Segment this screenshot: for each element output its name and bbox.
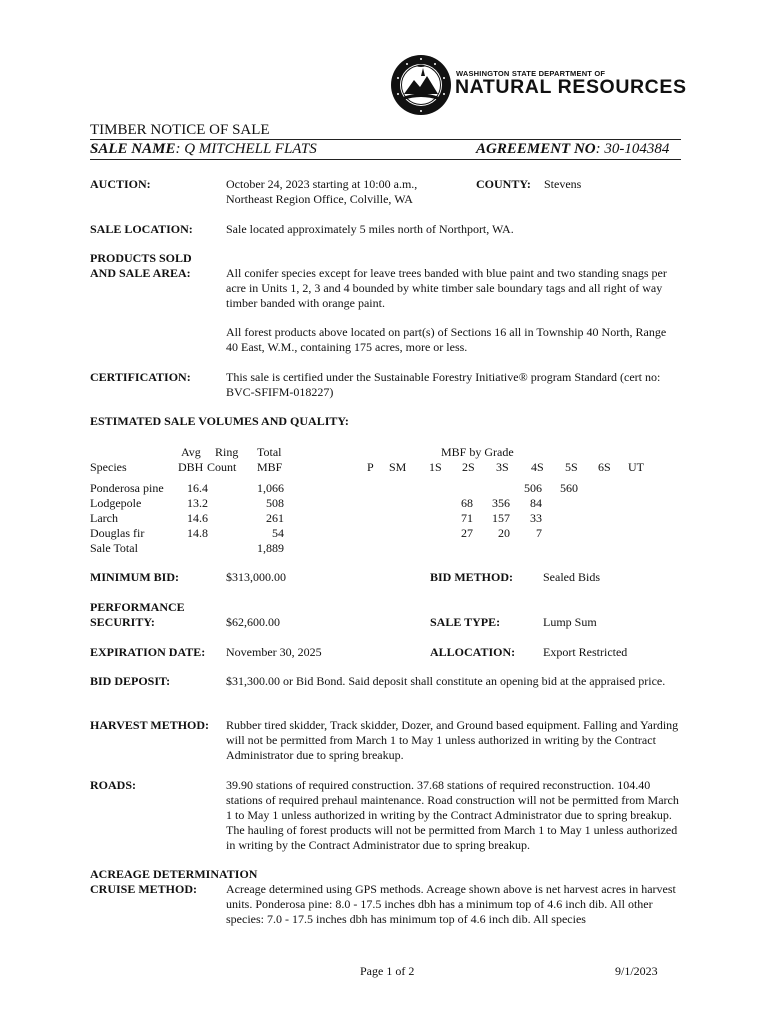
agreement-value: 30-104384 xyxy=(604,141,670,157)
expiration-value: November 30, 2025 xyxy=(226,645,322,659)
row-total: 1,889 xyxy=(257,541,284,555)
sale-location-value: Sale located approximately 5 miles north of Northport, WA. xyxy=(226,222,514,236)
allocation-value: Export Restricted xyxy=(543,645,628,659)
row-4s: 84 xyxy=(530,496,542,510)
row-4s: 7 xyxy=(536,526,542,540)
grade-4s: 4S xyxy=(531,460,544,474)
row-4s: 506 xyxy=(524,481,542,495)
agreement-number: AGREEMENT NO: 30-104384 xyxy=(476,141,670,157)
dnr-seal-logo xyxy=(390,54,452,116)
performance-value: $62,600.00 xyxy=(226,615,280,629)
row-total: 1,066 xyxy=(257,481,284,495)
row-2s: 68 xyxy=(461,496,473,510)
row-species: Larch xyxy=(90,511,118,525)
agency-line: WASHINGTON STATE DEPARTMENT OF xyxy=(456,69,606,78)
col-total: Total xyxy=(257,445,282,459)
allocation-label: ALLOCATION: xyxy=(430,645,516,659)
row-total: 508 xyxy=(266,496,284,510)
products-para1: All conifer species except for leave trees banded with blue paint and two standing snags per acre in Units 1, 2, 3 and 4 bounded by white timber sale boundary tags and all right of way timber banded with orange paint. xyxy=(226,266,667,310)
volumes-heading: ESTIMATED SALE VOLUMES AND QUALITY: xyxy=(90,414,349,428)
col-dbh: DBH xyxy=(178,460,204,474)
harvest-method-value: Rubber tired skidder, Track skidder, Dozer, and Ground based equipment. Falling and Yarding will not be permitted from March 1 to May 1 unless authorized in writing by the Contract Administrator due to spring breakup. xyxy=(226,718,679,762)
col-count: Count xyxy=(207,460,237,474)
row-2s: 27 xyxy=(461,526,473,540)
row-3s: 157 xyxy=(492,511,510,525)
header-rule-top xyxy=(90,139,681,140)
county-label: COUNTY: xyxy=(476,177,531,191)
row-dbh: 14.8 xyxy=(187,526,208,540)
auction-label: AUCTION: xyxy=(90,177,151,191)
row-4s: 33 xyxy=(530,511,542,525)
col-ring: Ring xyxy=(215,445,239,459)
footer-date: 9/1/2023 xyxy=(615,964,658,978)
row-3s: 356 xyxy=(492,496,510,510)
minimum-bid-value: $313,000.00 xyxy=(226,570,286,584)
header-rule-bottom xyxy=(90,159,681,160)
acreage-value: Acreage determined using GPS methods. Acreage shown above is net harvest acres in harvest units. Ponderosa pine: 8.0 - 17.5 inches dbh has a minimum top of 4.6 inch dib. All other species: 7.0 - 17.5 inches dbh has minimum top of 4.6 inch dib. All species xyxy=(226,882,676,926)
row-dbh: 14.6 xyxy=(187,511,208,525)
row-3s: 20 xyxy=(498,526,510,540)
volumes-table xyxy=(0,481,770,556)
row-total: 54 xyxy=(272,526,284,540)
grade-2s: 2S xyxy=(462,460,475,474)
roads-value: 39.90 stations of required construction. 37.68 stations of required reconstruction. 104.40 stations of required prehaul maintenance. Road construction will not be permitted from March 1 to May 1 unless authorized in writing by the Contract Administrator due to spring breakup. The hauling of forest products will not be permitted from March 1 to May 1 unless authorized in writing by the Contract Administrator due to spring breakup. xyxy=(226,778,679,852)
auction-line2: Northeast Region Office, Colville, WA xyxy=(226,192,413,206)
row-species: Sale Total xyxy=(90,541,138,555)
grade-3s: 3S xyxy=(496,460,509,474)
bid-deposit-label: BID DEPOSIT: xyxy=(90,674,171,688)
bid-method-label: BID METHOD: xyxy=(430,570,514,584)
grade-5s: 5S xyxy=(565,460,578,474)
sale-name-value: Q MITCHELL FLATS xyxy=(184,141,317,157)
bid-method-value: Sealed Bids xyxy=(543,570,600,584)
performance-label-line2: SECURITY: xyxy=(90,615,155,629)
grade-heading: MBF by Grade xyxy=(441,445,514,459)
performance-label-line1: PERFORMANCE xyxy=(90,600,185,614)
expiration-label: EXPIRATION DATE: xyxy=(90,645,206,659)
row-total: 261 xyxy=(266,511,284,525)
grade-6s: 6S xyxy=(598,460,611,474)
bid-deposit-value: $31,300.00 or Bid Bond. Said deposit shall constitute an opening bid at the appraised price. xyxy=(226,674,666,688)
acreage-label-line1: ACREAGE DETERMINATION xyxy=(90,867,258,881)
grade-ut: UT xyxy=(628,460,644,474)
roads-label: ROADS: xyxy=(90,778,137,792)
products-para2: All forest products above located on part(s) of Sections 16 all in Township 40 North, Range 40 East, W.M., containing 175 acres, more or less. xyxy=(226,325,667,354)
agreement-label: AGREEMENT NO xyxy=(476,141,596,157)
row-2s: 71 xyxy=(461,511,473,525)
certification-label: CERTIFICATION: xyxy=(90,370,191,384)
col-avg: Avg xyxy=(181,445,201,459)
grade-p: P xyxy=(367,460,374,474)
notice-title: TIMBER NOTICE OF SALE xyxy=(90,122,270,138)
sale-name-label: SALE NAME xyxy=(90,141,176,157)
row-dbh: 16.4 xyxy=(187,481,208,495)
row-dbh: 13.2 xyxy=(187,496,208,510)
grade-sm: SM xyxy=(389,460,407,474)
certification-value: This sale is certified under the Sustainable Forestry Initiative® program Standard (cert no: BVC-SFIFM-018227) xyxy=(226,370,661,399)
row-species: Lodgepole xyxy=(90,496,142,510)
products-label-line1: PRODUCTS SOLD xyxy=(90,251,192,265)
agency-name: NATURAL RESOURCES xyxy=(455,76,687,98)
col-mbf: MBF xyxy=(257,460,283,474)
products-label-line2: AND SALE AREA: xyxy=(90,266,191,280)
page-number: Page 1 of 2 xyxy=(360,964,415,978)
auction-line1: October 24, 2023 starting at 10:00 a.m., xyxy=(226,177,418,191)
row-species: Ponderosa pine xyxy=(90,481,164,495)
harvest-method-label: HARVEST METHOD: xyxy=(90,718,210,732)
col-species: Species xyxy=(90,460,127,474)
row-species: Douglas fir xyxy=(90,526,145,540)
minimum-bid-label: MINIMUM BID: xyxy=(90,570,179,584)
sale-location-label: SALE LOCATION: xyxy=(90,222,193,236)
county-value: Stevens xyxy=(544,177,582,191)
sale-type-label: SALE TYPE: xyxy=(430,615,501,629)
sale-name: SALE NAME: Q MITCHELL FLATS xyxy=(90,141,317,157)
acreage-label-line2: CRUISE METHOD: xyxy=(90,882,198,896)
sale-type-value: Lump Sum xyxy=(543,615,597,629)
grade-1s: 1S xyxy=(429,460,442,474)
row-5s: 560 xyxy=(560,481,578,495)
